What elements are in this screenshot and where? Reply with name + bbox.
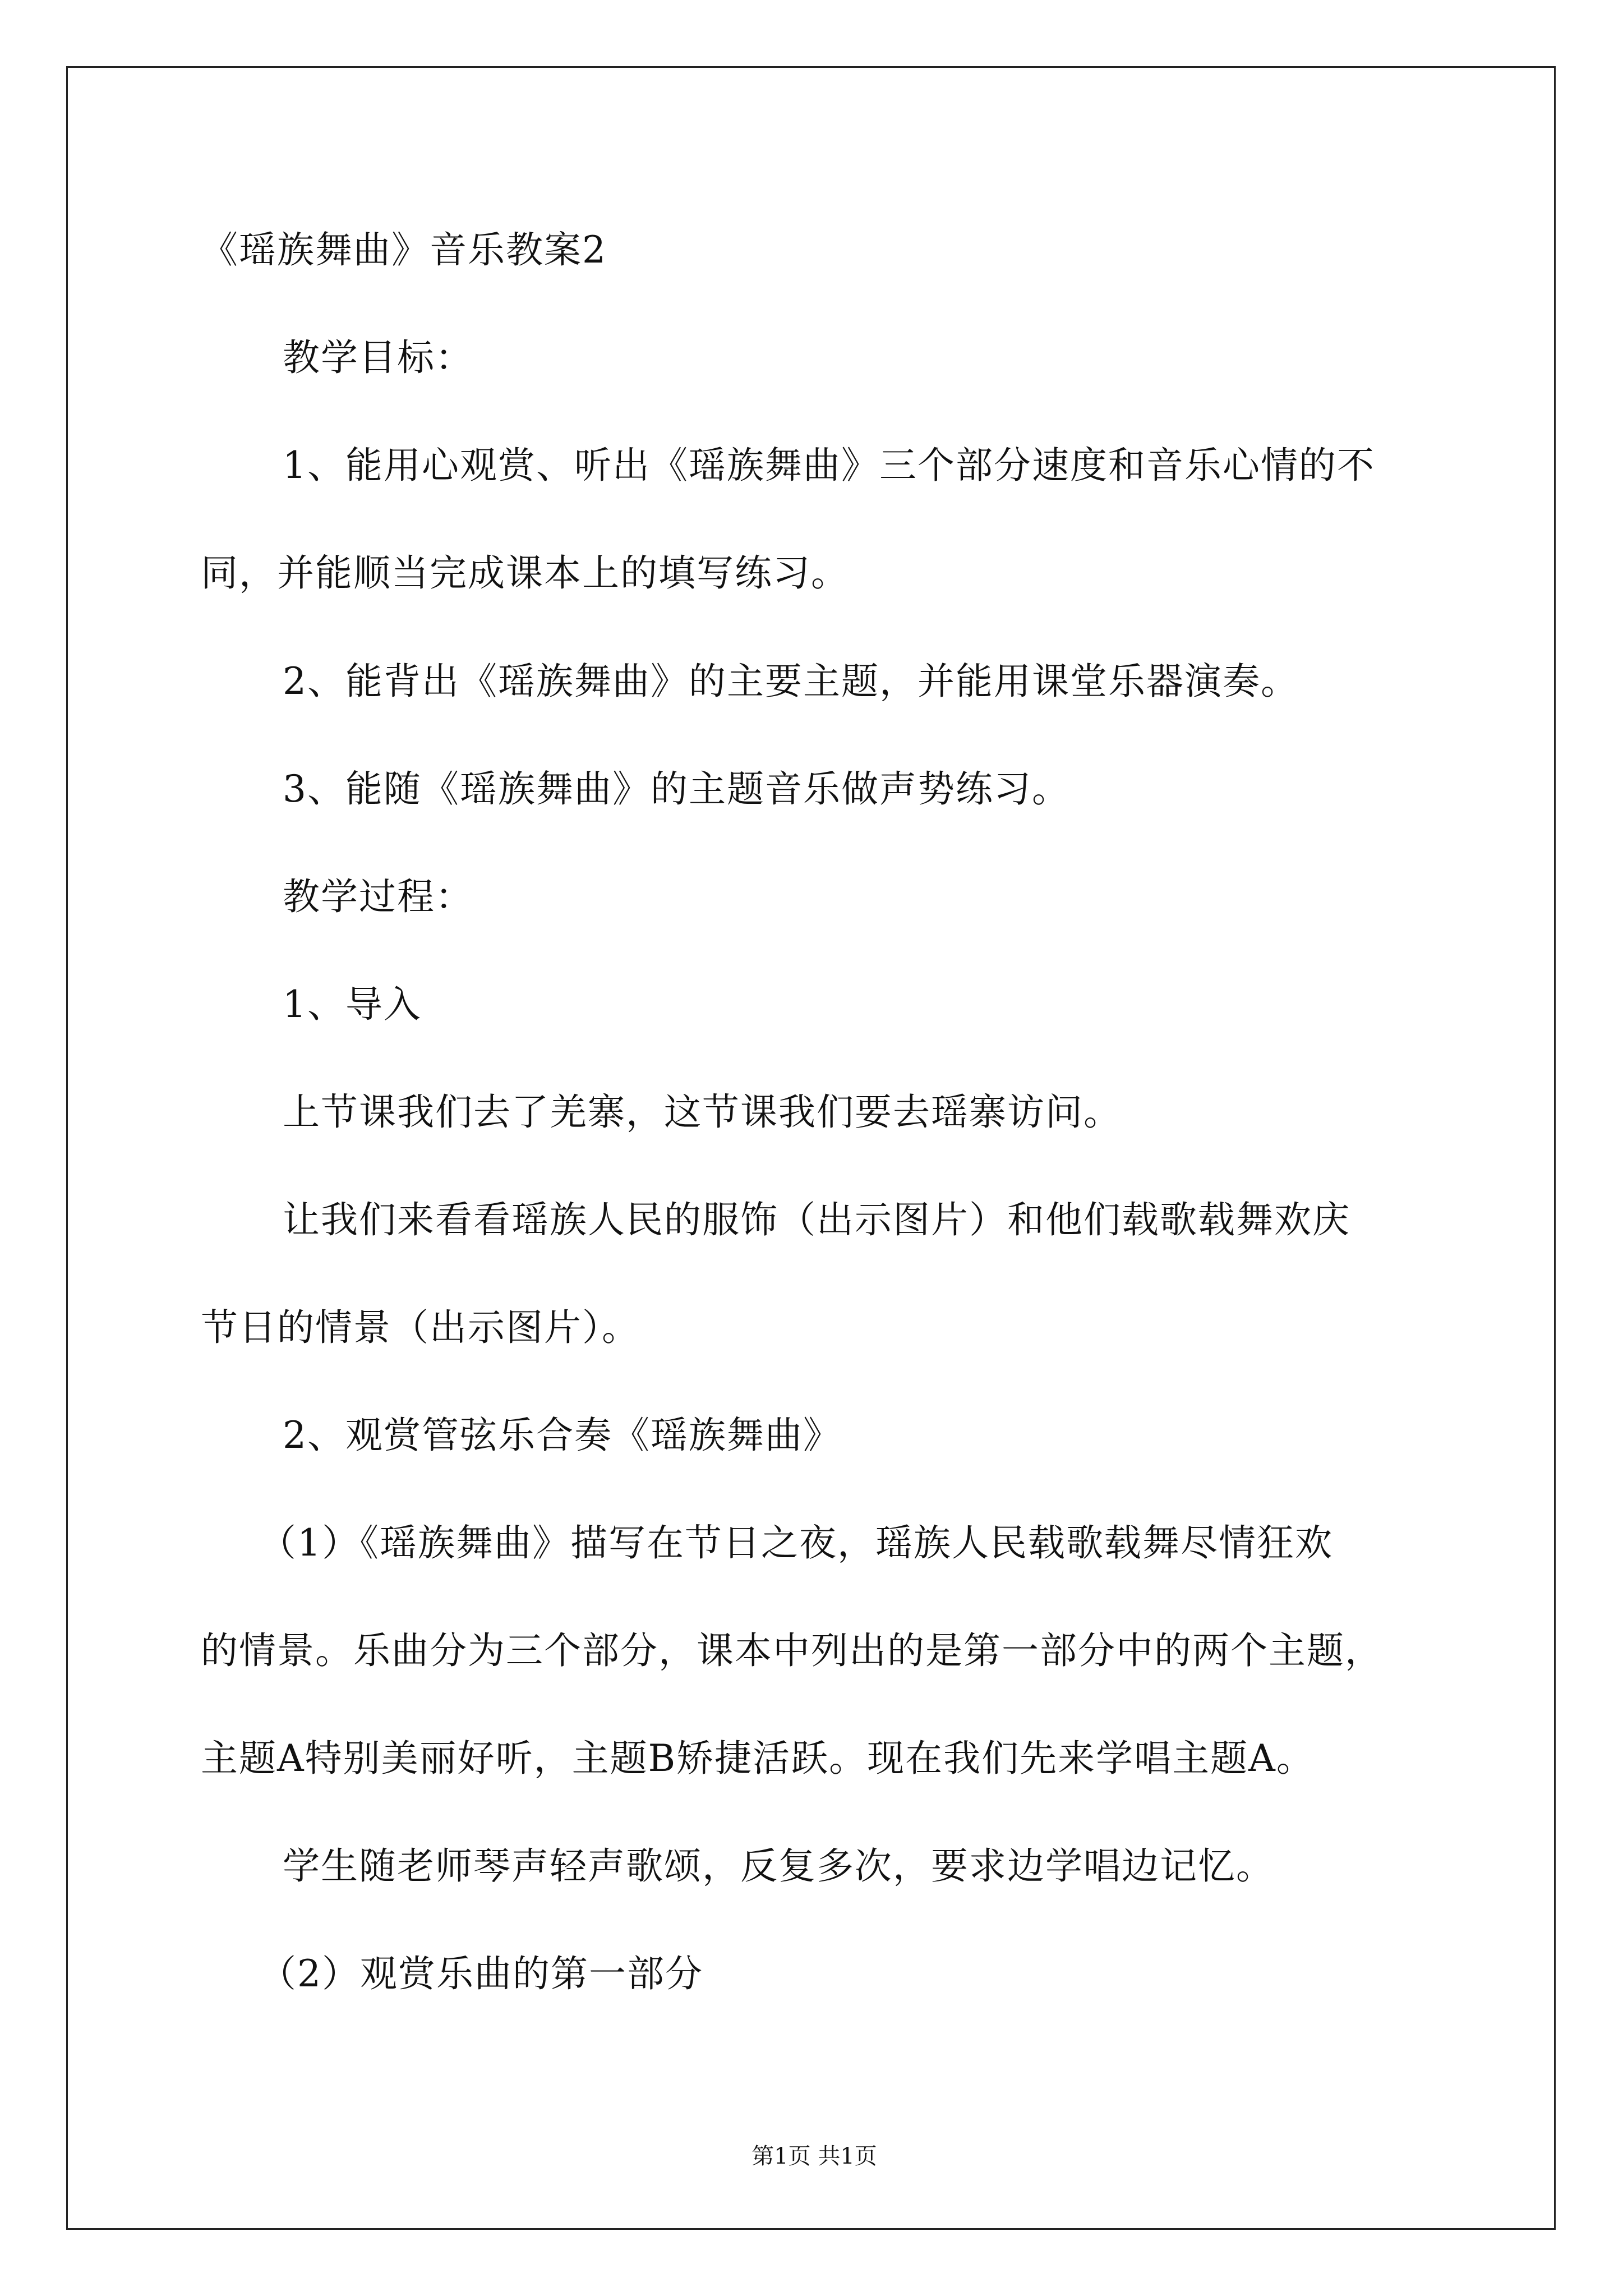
page-border (66, 66, 1556, 2230)
paragraph-line: （1）《瑶族舞曲》描写在节日之夜，瑶族人民载歌载舞尽情狂欢 (259, 1521, 1333, 1565)
heading-process: 教学过程： (283, 875, 473, 918)
paragraph-line: （2）观赏乐曲的第一部分 (259, 1952, 703, 1995)
subheading-introduction: 1、导入 (283, 983, 422, 1026)
page-footer: 第1页 共1页 (751, 2143, 877, 2169)
paragraph-line: 同，并能顺当完成课本上的填写练习。 (201, 551, 849, 595)
heading-objectives: 教学目标： (283, 336, 473, 379)
paragraph-line: 3、能随《瑶族舞曲》的主题音乐做声势练习。 (283, 767, 1070, 811)
paragraph-line: 节日的情景（出示图片）。 (201, 1306, 640, 1349)
paragraph-line: 1、能用心观赏、听出《瑶族舞曲》三个部分速度和音乐心情的不 (283, 444, 1375, 487)
document-title: 《瑶族舞曲》音乐教案2 (201, 228, 607, 272)
paragraph-line: 主题A特别美丽好听，主题B矫捷活跃。现在我们先来学唱主题A。 (201, 1737, 1315, 1780)
paragraph-line: 2、能背出《瑶族舞曲》的主要主题，并能用课堂乐器演奏。 (283, 660, 1299, 703)
paragraph-line: 学生随老师琴声轻声歌颂，反复多次，要求边学唱边记忆。 (283, 1844, 1274, 1888)
subheading-appreciation: 2、观赏管弦乐合奏《瑶族舞曲》 (283, 1414, 841, 1457)
paragraph-line: 的情景。乐曲分为三个部分，课本中列出的是第一部分中的两个主题， (201, 1629, 1383, 1672)
paragraph-line: 上节课我们去了羌寨，这节课我们要去瑶寨访问。 (283, 1091, 1122, 1134)
paragraph-line: 让我们来看看瑶族人民的服饰（出示图片）和他们载歌载舞欢庆 (283, 1198, 1350, 1241)
